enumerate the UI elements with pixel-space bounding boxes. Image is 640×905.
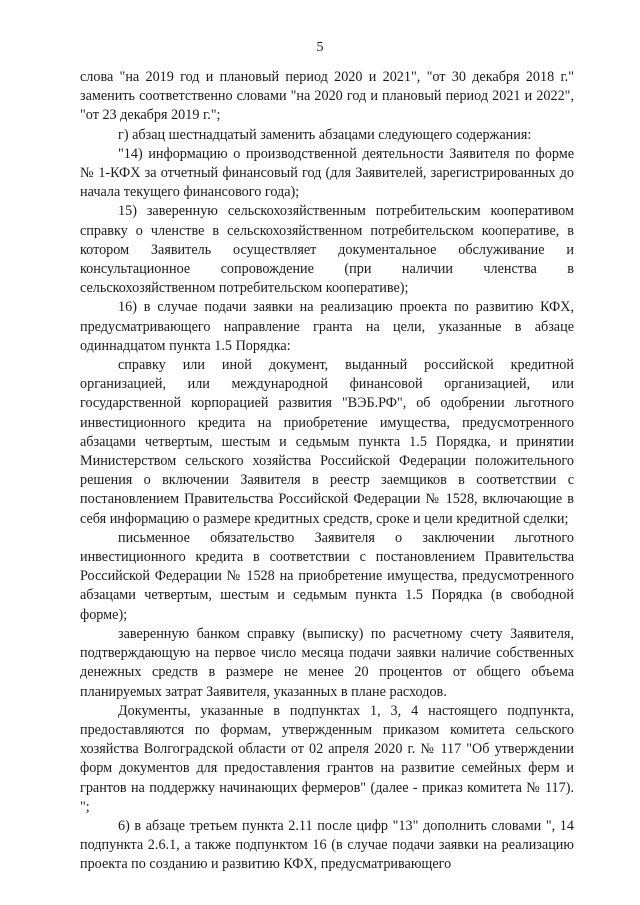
paragraph-item-15: 15) заверенную сельскохозяйственным потребительским кооперативом справку о членстве в сельскохозяйственном потребительском кооперативе, в котором Заявитель осуществляет документальное обслуживание и консультационное сопровождение (при наличии членства в сельскохозяйственном потребительском кооперативе); <box>80 203 574 297</box>
paragraph-item-g: г) абзац шестнадцатый заменить абзацами следующего содержания: <box>118 126 532 143</box>
page-number: 5 <box>316 40 324 55</box>
paragraph-bank-statement: заверенную банком справку (выписку) по расчетному счету Заявителя, подтверждающую на первое число месяца подачи заявки наличие собственных денежных средств в размере не менее 20 процентов от общего объема планируемых затрат Заявителя, указанных в плане расходов. <box>80 625 574 700</box>
paragraph-replacement-words: слова "на 2019 год и плановый период 2020 и 2021", "от 30 декабря 2018 г." заменить соответственно словами "на 2020 год и плановый период 2021 и 2022", "от 23 декабря 2019 г."; <box>80 69 574 124</box>
paragraph-credit-certificate: справку или иной документ, выданный российской кредитной организацией, или международной финансовой организацией, или государственной корпорацией развития "ВЭБ.РФ", об одобрении льготного инвестиционного кредита на приобретение имущества, предусмотренного абзацами четвертым, шестым и седьмым пункта 1.5 Порядка, и принятии Министерством сельского хозяйства Российской Федерации положительного решения о включении Заявителя в реестр заемщиков в соответствии с постановлением Правительства Российской Федерации № 1528, включающие в себя информацию о размере кредитных средств, сроке и цели кредитной сделки; <box>80 357 574 527</box>
paragraph-item-6: 6) в абзаце третьем пункта 2.11 после цифр "13" дополнить словами ", 14 подпункта 2.6.1, а также подпунктом 16 (в случае подачи заявки на реализацию проекта по созданию и развитию КФХ, предусматривающего <box>80 817 574 873</box>
paragraph-item-16: 16) в случае подачи заявки на реализацию проекта по развитию КФХ, предусматривающего направление гранта на цели, указанные в абзаце одиннадцатом пункта 1.5 Порядка: <box>80 299 574 354</box>
paragraph-written-obligation: письменное обязательство Заявителя о заключении льготного инвестиционного кредита в соответствии с постановлением Правительства Российской Федерации № 1528 на приобретение имущества, предусмотренного абзацами четвертым, шестым и седьмым пункта 1.5 Порядка (в свободной форме); <box>80 529 574 623</box>
document-body <box>80 68 574 875</box>
paragraph-item-14: "14) информацию о производственной деятельности Заявителя по форме № 1-КФХ за отчетный финансовый год (для Заявителей, зарегистрированных до начала текущего финансового года); <box>80 145 574 201</box>
paragraph-documents-forms: Документы, указанные в подпунктах 1, 3, 4 настоящего подпункта, предоставляются по формам, утвержденным приказом комитета сельского хозяйства Волгоградской области от 02 апреля 2020 г. № 117 "Об утверждении форм документов для предоставления грантов на развитие семейных ферм и грантов на поддержку начинающих фермеров" (далее - приказ комитета № 117). "; <box>80 702 574 815</box>
